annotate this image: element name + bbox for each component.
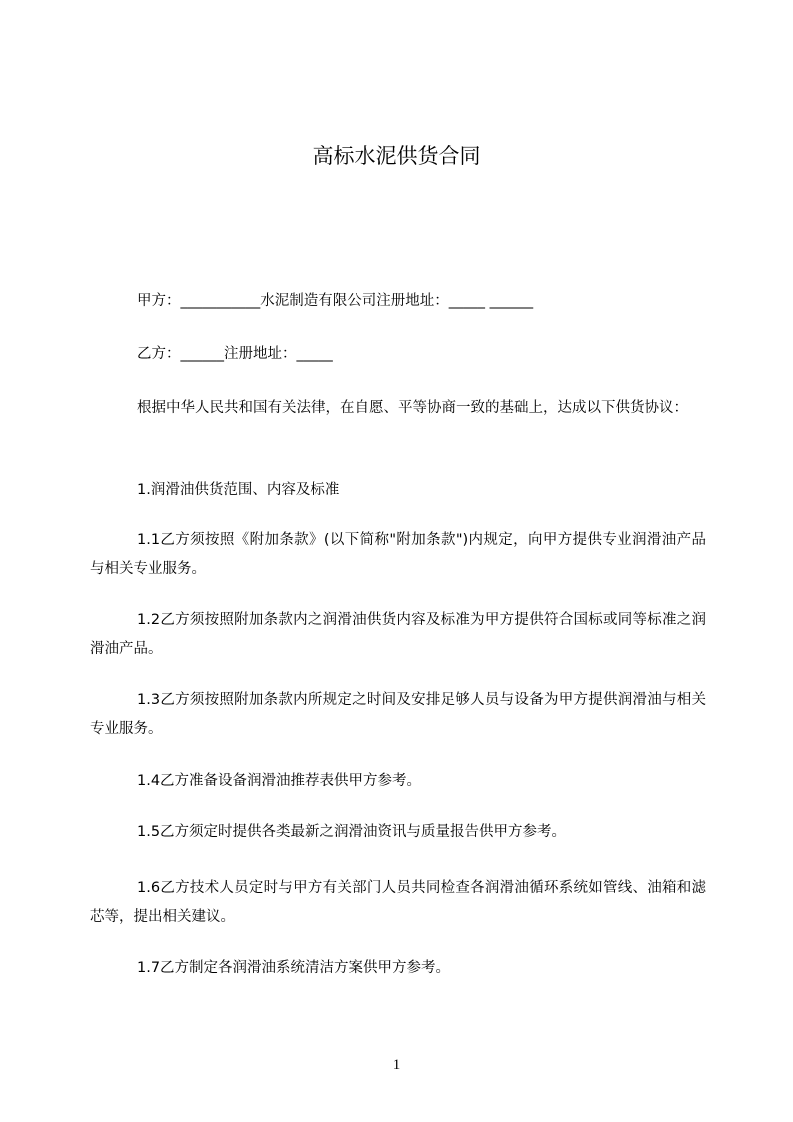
clause-1-1: 1.1乙方须按照《附加条款》(以下简称"附加条款")内规定，向甲方提供专业润滑油产品与相关专业服务。 [90, 532, 706, 577]
clause-1-7: 1.7乙方制定各润滑油系统清洁方案供甲方参考。 [137, 960, 451, 976]
clause-1-6: 1.6乙方技术人员定时与甲方有关部门人员共同检查各润滑油循环系统如管线、油箱和滤芯等，提出相关建议。 [90, 880, 706, 925]
clause-1-4: 1.4乙方准备设备润滑油推荐表供甲方参考。 [137, 773, 422, 789]
page-number: 1 [392, 1057, 401, 1073]
clause-1-2: 1.2乙方须按照附加条款内之润滑油供货内容及标准为甲方提供符合国标或同等标准之润滑油产品。 [90, 612, 706, 657]
section-heading: 1.润滑油供货范围、内容及标准 [137, 482, 340, 498]
preamble-paragraph: 根据中华人民共和国有关法律，在自愿、平等协商一致的基础上，达成以下供货协议： [137, 400, 688, 416]
party-a-line: 甲方：___________水泥制造有限公司注册地址：_____ ______ [137, 293, 534, 309]
document-title: 高标水泥供货合同 [312, 144, 481, 168]
clause-1-5: 1.5乙方须定时提供各类最新之润滑油资讯与质量报告供甲方参考。 [137, 824, 567, 840]
clause-1-3: 1.3乙方须按照附加条款内所规定之时间及安排足够人员与设备为甲方提供润滑油与相关专业服务。 [90, 692, 706, 737]
party-b-line: 乙方：______注册地址：_____ [137, 346, 333, 362]
